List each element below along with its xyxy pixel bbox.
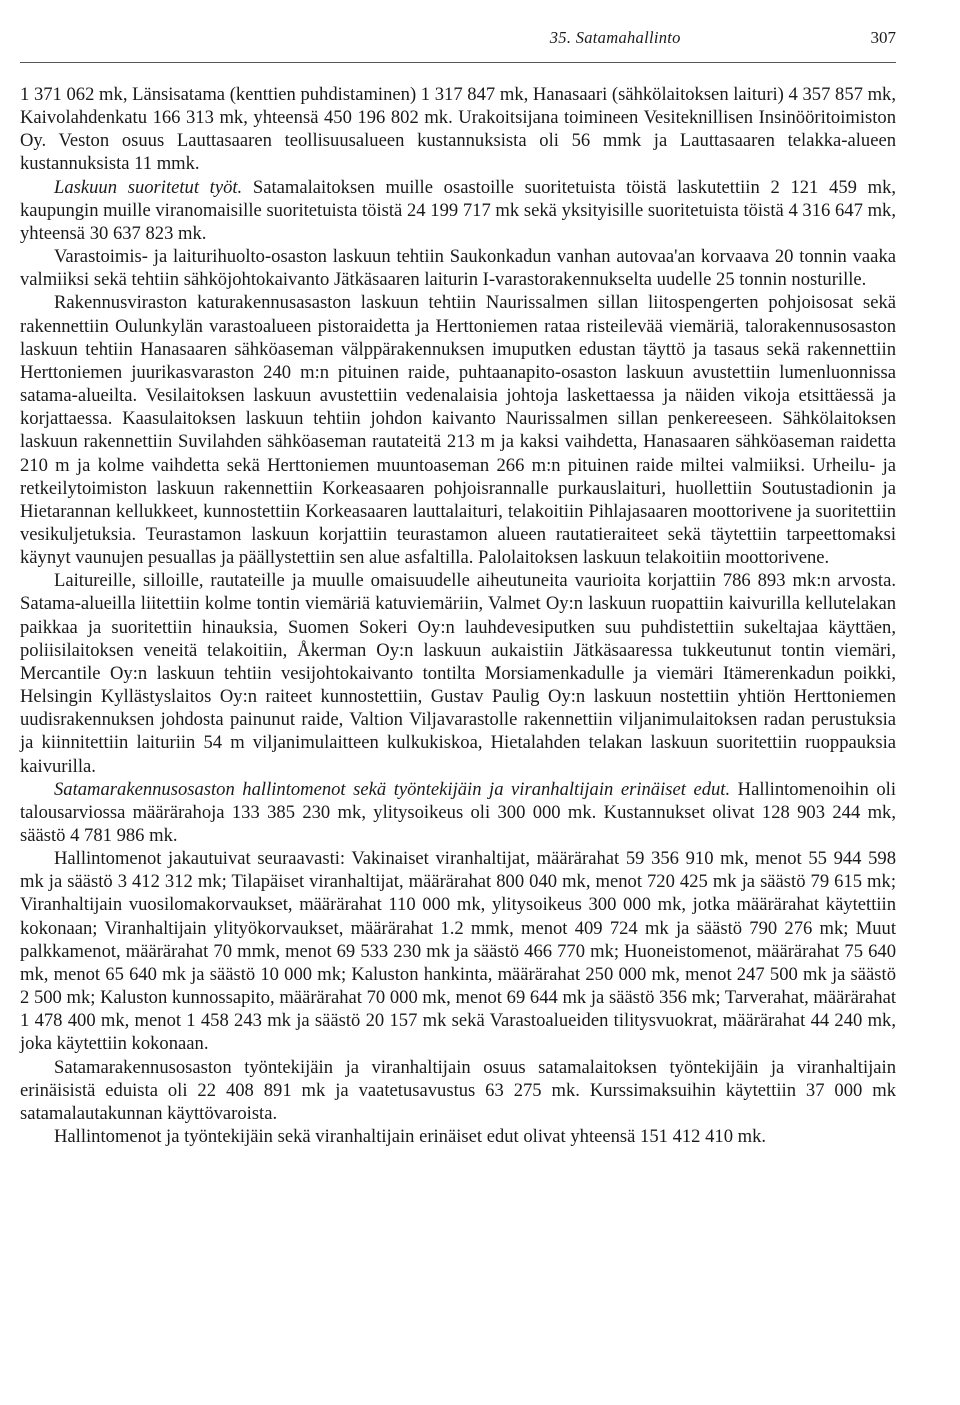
page-header	[20, 28, 896, 58]
section-lead: Laskuun suoritetut työt.	[54, 176, 243, 198]
paragraph-2	[20, 176, 896, 245]
paragraph-8	[20, 1056, 896, 1125]
paragraph-6	[20, 778, 896, 847]
document-page	[20, 28, 896, 1148]
running-title: 35. Satamahallinto	[549, 28, 681, 47]
paragraph-3	[20, 245, 896, 291]
page-number: 307	[870, 28, 896, 47]
paragraph-text: Laitureille, silloille, rautateille ja muulle omaisuudelle aiheutuneita vaurioita korjattiin 786 893 mk:n arvosta. Satama-alueilla liitettiin kolme tontin viemäriä katuviemäriin, Valmet Oy:n laskuun ruopattiin kaivurilla kellutelakan paikkaa ja suoritettiin hinauksia, Suomen Sokeri Oy:n lauhdevesiputken suu puhdistettiin sukeltajaa käyttäen, poliisilaitoksen veneitä telakoitiin, Åkerman Oy:n laskuun aukaistiin Jätkäsaaressa tukkeutunut tontin viemäri, Mercantile Oy:n laskuun tehtiin vesijohtokaivanto tontilta Morsiamenkadulle ja viemäri Itämerenkadun poikki, Helsingin Kyllästyslaitos Oy:n raiteet kunnostettiin, Gustav Paulig Oy:n laskuun nostettiin yhtiön Herttoniemen uudisrakennuksen johdosta painunut raide, Valtion Viljavarastolle rakennettiin viljanimulaitoksen radan perustuksia ja kiinnitettiin laituriin 54 m viljanimulaitteen kulkukiskoa, Hietalahden telakan laskuun suoritettiin ruoppauksia kaivurilla.	[20, 570, 896, 777]
body-text	[20, 83, 896, 1148]
header-rule	[20, 62, 896, 63]
paragraph-1	[20, 83, 896, 176]
paragraph-7	[20, 847, 896, 1055]
paragraph-text: Hallintomenot ja työntekijäin sekä viranhaltijain erinäiset edut olivat yhteensä 151 412 410 mk.	[54, 1126, 767, 1148]
paragraph-text: Rakennusviraston katurakennusasaston laskuun tehtiin Naurissalmen sillan liitospengerten pohjoisosat sekä rakennettiin Oulunkylän varastoalueen pistoraidetta ja Herttoniemen rataa risteilevää viemäriä, talorakennusosaston laskuun tehtiin Hanasaaren sähköaseman välppärakennuksen imuputken edustan täyttö ja tasaus sekä rakennettiin Herttoniemen juurikasvaraston 240 m:n pituinen raide, puhtaanapito-osaston laskuun avustettiin lumenluonnissa satama-alueilta. Vesilaitoksen laskuun avustettiin vedenalaisia johtoja laskettaessa ja näiden vikoja etsittäessä ja korjattaessa. Kaasulaitoksen laskuun tehtiin johdon kaivanto Naurissalmen sillan penkereeseen. Sähkölaitoksen laskuun rakennettiin Suvilahden sähköaseman rautateitä 213 m ja kaksi vaihdetta, Hanasaaren sähköaseman raidetta 210 m ja kolme vaihdetta sekä Herttoniemen muuntoaseman 266 m:n pituinen raide miltei valmiiksi. Urheilu- ja retkeilytoimiston laskuun rakennettiin Korkeasaaren pohjoisrannalle purkauslaituri, huollettiin Soutustadionin ja Hietarannan kellukkeet, kunnostettiin Korkeasaaren lauttalaituri, telakoitiin Pihlajasaaren moottorivene ja suoritettiin vesikuljetuksia. Teurastamon laskuun korjattiin teurastamon alueen rautatieraiteet sekä täytettiin tarpeettomaksi käynyt vaunujen pesuallas ja päällystettiin sen alue asfaltilla. Palolaitoksen laskuun telakoitiin moottorivene.	[20, 292, 896, 569]
paragraph-9	[20, 1125, 896, 1148]
paragraph-text: Satamarakennusosaston työntekijäin ja viranhaltijain osuus satamalaitoksen työntekijäin ja viranhaltijain erinäisistä eduista oli 22 408 891 mk ja vaatetusavustus 63 275 mk. Kurssimaksuihin käytettiin 37 000 mk satamalautakunnan käyttövaroista.	[20, 1056, 896, 1124]
paragraph-text: 1 371 062 mk, Länsisatama (kenttien puhdistaminen) 1 317 847 mk, Hanasaari (sähkölaitoksen laituri) 4 357 857 mk, Kaivolahdenkatu 166 313 mk, yhteensä 450 196 802 mk. Urakoitsijana toimineen Vesiteknillisen Insinööritoimiston Oy. Veston osuus Lauttasaaren teollisuusalueen kustannuksista oli 56 mmk ja Lauttasaaren telakka-alueen kustannuksista 11 mmk.	[20, 84, 896, 175]
paragraph-text: Hallintomenoihin oli talousarviossa määrärahoja 133 385 230 mk, ylitysoikeus oli 300 000 mk. Kustannukset olivat 128 903 244 mk, säästö 4 781 986 mk.	[20, 778, 896, 846]
paragraph-5	[20, 569, 896, 777]
paragraph-text: Satamalaitoksen muille osastoille suoritetuista töistä laskutettiin 2 121 459 mk, kaupungin muille viranomaisille suoritetuista töistä 24 199 717 mk sekä yksityisille suoritetuista töistä 4 316 647 mk, yhteensä 30 637 823 mk.	[20, 176, 897, 244]
paragraph-text: Hallintomenot jakautuivat seuraavasti: Vakinaiset viranhaltijat, määrärahat 59 356 910 mk, menot 55 944 598 mk ja säästö 3 412 312 mk; Tilapäiset viranhaltijat, määrärahat 800 040 mk, menot 720 425 mk ja säästö 79 615 mk; Viranhaltijain vuosilomakorvaukset, määrärahat 110 000 mk, ylitysoikeus 300 000 mk, jotka määrärahat käytettiin kokonaan; Viranhaltijain ylityökorvaukset, määrärahat 1.2 mmk, menot 409 724 mk ja säästö 790 276 mk; Muut palkkamenot, määrärahat 70 mmk, menot 69 533 230 mk ja säästö 466 770 mk; Huoneistomenot, määrärahat 75 640 mk, menot 65 640 mk ja säästö 10 000 mk; Kaluston hankinta, määrärahat 250 000 mk, menot 247 500 mk ja säästö 2 500 mk; Kaluston kunnossapito, määrärahat 70 000 mk, menot 69 644 mk ja säästö 356 mk; Tarverahat, määrärahat 1 478 400 mk, menot 1 458 243 mk ja säästö 20 157 mk sekä Varastoalueiden tilitysvuokrat, määrärahat 44 240 mk, joka käytettiin kokonaan.	[20, 848, 896, 1055]
paragraph-text: Varastoimis- ja laiturihuolto-osaston laskuun tehtiin Saukonkadun vanhan autovaa'an korvaava 20 tonnin vaaka valmiiksi sekä tehtiin sähköjohtokaivanto Jätkäsaaren laiturin I-varastorakennukselta uudelle 25 tonnin nosturille.	[20, 246, 896, 291]
paragraph-4	[20, 291, 896, 569]
section-lead: Satamarakennusosaston hallintomenot sekä työntekijäin ja viranhaltijain erinäiset edut.	[54, 778, 731, 800]
